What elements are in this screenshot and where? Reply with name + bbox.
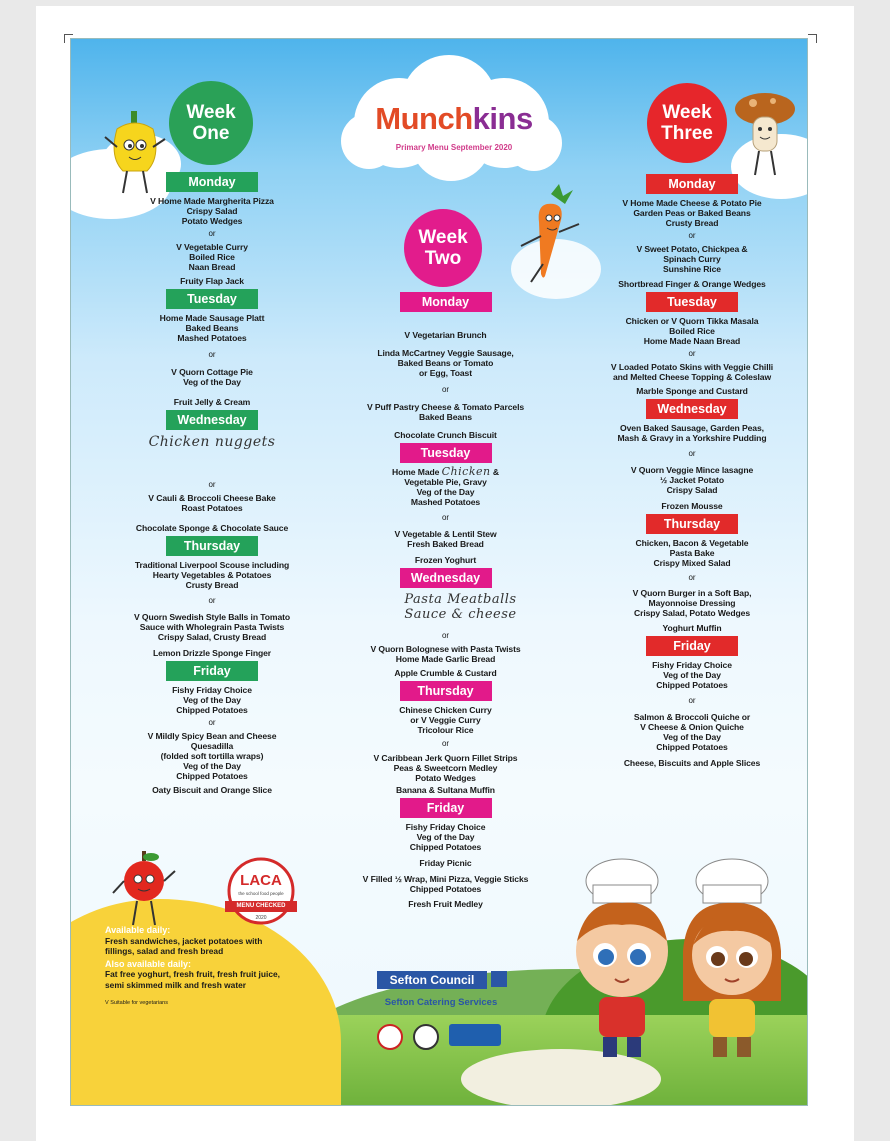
menu-poster [70,38,808,1106]
msc-fish-logo-icon [449,1024,501,1046]
week-one-wednesday-dessert: Chocolate Sponge & Chocolate Sauce [135,523,289,533]
apple-character-icon [111,849,177,929]
week-one-badge: Week One [169,81,253,165]
week-two-thursday-dessert: Banana & Sultana Muffin [396,785,495,795]
week-three-thursday-heading: Thursday [646,514,738,534]
week-two-friday-dessert: Fresh Fruit Medley [408,899,483,909]
week-two-tuesday-dessert: Frozen Yoghurt [414,555,477,565]
sefton-catering-logo: Sefton Catering Services [384,997,498,1008]
week-two-tuesday-heading: Tuesday [400,443,492,463]
sefton-council-emblem-icon [491,971,507,987]
carrot-character-icon [513,184,583,284]
week-one-friday-dessert: Oaty Biscuit and Orange Slice [152,785,272,795]
laca-tagline: the school food people [238,891,284,896]
week-three-monday-dessert: Shortbread Finger & Orange Wedges [618,279,766,289]
available-heading: Available daily: [105,925,171,935]
week-one-wednesday-heading: Wednesday [166,410,258,430]
week-one-tuesday-heading: Tuesday [166,289,258,309]
week-two-wednesday-handwritten-1: Pasta Meatballs [404,592,517,607]
munchkins-logo [354,101,554,137]
week-one-monday-heading: Monday [166,172,258,192]
week-three-thursday-dessert: Yoghurt Muffin [662,623,722,633]
week-two-friday-heading: Friday [400,798,492,818]
week-three-wednesday-dessert: Frozen Mousse [661,501,723,511]
week-two-column: Monday V Vegetarian Brunch Linda McCartney Veggie Sausage, Baked Beans or Tomato or Egg, Toast or V Puff Pastry Cheese & Tomato Parcels Baked Beans Chocolate Crunch Biscuit Tuesday Home Made Chicken & Vegetable Pie, Gravy Veg of the Day Mashed Potatoes or V Vegetable & Lentil Stew Fresh Baked Bread Frozen Yoghurt Wednesday Pasta Meatballs Sauce & cheese or V Quorn Bolognese with Pasta Twists Home Made Garlic Bread Apple Crumble & Custard Thursday Chinese Chicken Curry or V Veggie Curry Tricolour Rice or V Caribbean Jerk Quorn Fillet Strips Peas & Sweetcorn Medley Potato Wedges Banana & Sultana Muffin Friday Fishy Friday Choice Veg of the Day Chipped Potatoes Friday Picnic V Filled ½ Wrap, Mini Pizza, Veggie Sticks Chipped Potatoes Fresh Fruit Medley [333,289,558,909]
week-one-column: Monday V Home Made Margherita Pizza Crispy Salad Potato Wedges or V Vegetable Curry Boiled Rice Naan Bread Fruity Flap Jack Tuesday Home Made Sausage Platt Baked Beans Mashed Potatoes or V Quorn Cottage Pie Veg of the Day Fruit Jelly & Cream Wednesday Chicken nuggets or V Cauli & Broccoli Cheese Bake Roast Potatoes Chocolate Sponge & Chocolate Sauce Thursday Traditional Liverpool Scouse including Hearty Vegetables & Potatoes Crusty Bread or V Quorn Swedish Style Balls in Tomato Sauce with Wholegrain Pasta Twists Crispy Salad, Crusty Bread Lemon Drizzle Sponge Finger Friday Fishy Friday Choice Veg of the Day Chipped Potatoes or V Mildly Spicy Bean and Cheese Quesadilla (folded soft tortilla wraps) Veg of the Day Chipped Potatoes Oaty Biscuit and Orange Slice [107,169,317,795]
week-one-monday-dessert: Fruity Flap Jack [180,276,244,286]
sefton-council-logo: Sefton Council [377,971,487,989]
also-heading: Also available daily: [105,958,192,969]
week-two-badge: Week Two [404,209,482,287]
week-two-tuesday-handwritten: Chicken [441,465,491,478]
logo-munch: Munch [375,101,473,136]
week-two-wednesday-dessert: Apple Crumble & Custard [394,668,497,678]
week-three-tuesday-heading: Tuesday [646,292,738,312]
frame-corner-top-left [64,34,73,43]
week-three-column: Monday V Home Made Cheese & Potato Pie Garden Peas or Baked Beans Crusty Bread or V Sweet Potato, Chickpea & Spinach Curry Sunshine Rice Shortbread Finger & Orange Wedges Tuesday Chicken or V Quorn Tikka Masala Boiled Rice Home Made Naan Bread or V Loaded Potato Skins with Veggie Chilli and Melted Cheese Topping & Coleslaw Marble Sponge and Custard Wednesday Oven Baked Sausage, Garden Peas, Mash & Gravy in a Yorkshire Pudding or V Quorn Veggie Mince lasagne ½ Jacket Potato Crispy Salad Frozen Mousse Thursday Chicken, Bacon & Vegetable Pasta Bake Crispy Mixed Salad or V Quorn Burger in a Soft Bap, Mayonnoise Dressing Crispy Salad, Potato Wedges Yoghurt Muffin Friday Fishy Friday Choice Veg of the Day Chipped Potatoes or Salmon & Broccoli Quiche or V Cheese & Onion Quiche Veg of the Day Chipped Potatoes Cheese, Biscuits and Apple Slices [577,171,807,768]
week-one-tuesday-dessert: Fruit Jelly & Cream [173,397,251,407]
laca-name: LACA [240,872,282,889]
week-two-wednesday-handwritten-2: Sauce & cheese [404,607,517,622]
week-three-badge: Week Three [647,83,727,163]
week-three-friday-dessert: Cheese, Biscuits and Apple Slices [623,758,761,768]
laca-menu-checked: MENU CHECKED [236,903,286,909]
week-three-tuesday-dessert: Marble Sponge and Custard [636,386,748,396]
accreditation-logos [377,1024,501,1050]
accreditation-logo-1-icon [377,1024,403,1050]
week-two-thursday-heading: Thursday [400,681,492,701]
logo-kins: kins [472,101,533,136]
laca-year: 2020 [255,915,267,921]
chef-boy-character-icon [567,851,677,1061]
week-three-monday-heading: Monday [646,174,738,194]
frame-corner-top-right [808,34,817,43]
week-one-friday-heading: Friday [166,661,258,681]
accreditation-logo-2-icon [413,1024,439,1050]
week-three-friday-heading: Friday [646,636,738,656]
week-one-thursday-dessert: Lemon Drizzle Sponge Finger [152,648,272,658]
week-one-thursday-heading: Thursday [166,536,258,556]
week-two-monday-heading: Monday [400,292,492,312]
menu-subtitle: Primary Menu September 2020 [395,143,513,152]
mushroom-character-icon [731,89,799,179]
veg-note: V Suitable for vegetarians [105,1000,168,1006]
available-daily-info: Available daily: Fresh sandwiches, jacket potatoes with fillings, salad and fresh bread Also available daily: Fat free yoghurt, fresh fruit, fresh fruit juice, semi skimmed milk and fresh water V Suitable for vegetarians [105,925,315,1009]
week-three-wednesday-heading: Wednesday [646,399,738,419]
week-two-wednesday-heading: Wednesday [400,568,492,588]
chef-girl-character-icon [677,851,787,1061]
week-one-wednesday-handwritten: Chicken nuggets [148,434,276,450]
week-two-monday-dessert: Chocolate Crunch Biscuit [394,430,497,440]
